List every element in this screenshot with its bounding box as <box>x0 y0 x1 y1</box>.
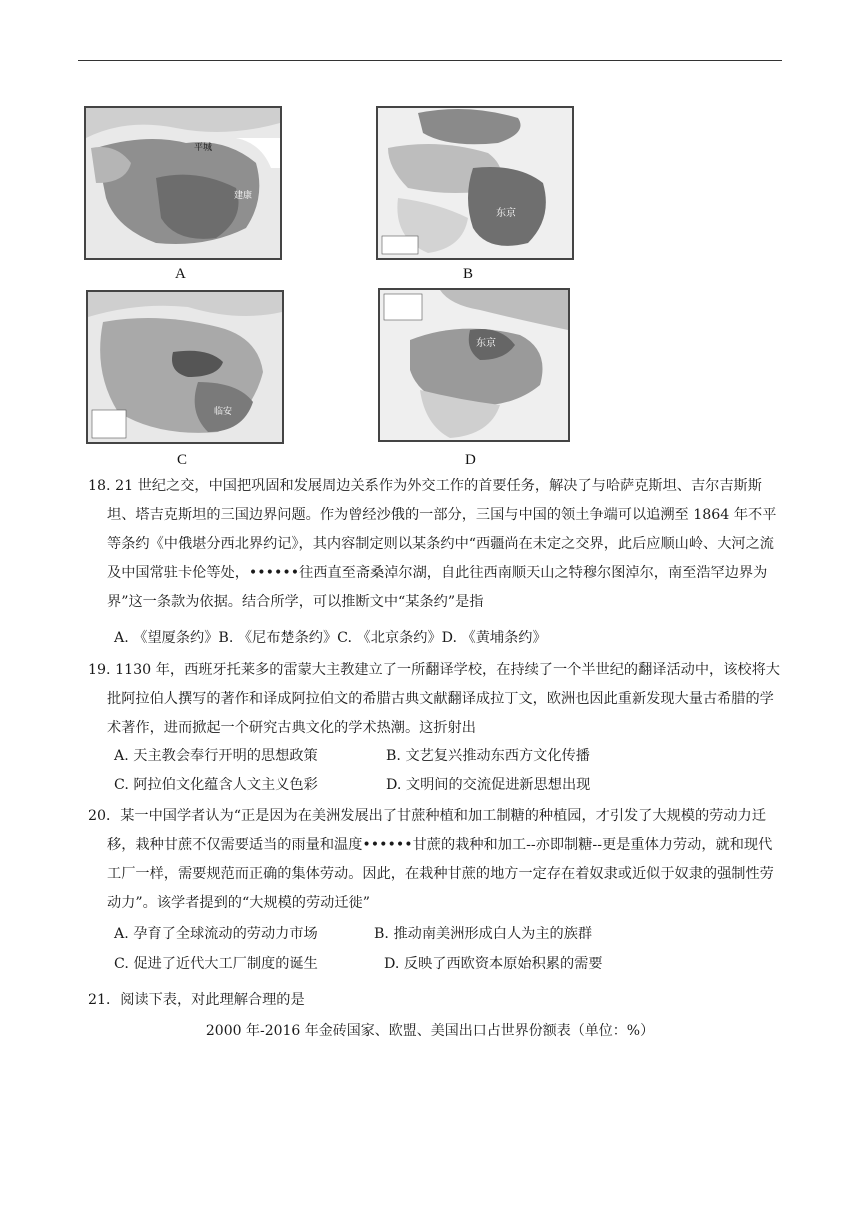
map-c-city1: 临安 <box>214 406 233 416</box>
question-20-option-c: C. 促进了近代大工厂制度的诞生 <box>114 956 318 972</box>
question-21-table-title: 2000 年-2016 年金砖国家、欧盟、美国出口占世界份额表（单位：%） <box>205 1023 655 1039</box>
question-20-text: 20．某一中国学者认为“正是因为在美洲发展出了甘蔗种植和加工制糖的种植园，才引发了大规模的劳动力迁移，栽种甘蔗不仅需要适当的雨量和温度••••••甘蔗的栽种和加工--亦即制糖--更是重体力劳动，就和现代工厂一样，需要规范而正确的集体劳动。因此，在栽种甘蔗的地方一定存在着奴隶或近似于奴隶的强制性劳动力”。该学者提到的“大规模的劳动迁徙” <box>88 808 774 911</box>
question-20-option-b: B. 推动南美洲形成白人为主的族群 <box>374 926 593 942</box>
map-a-city1: 平城 <box>194 142 213 152</box>
question-20-option-a: A. 孕育了全球流动的劳动力市场 <box>114 926 318 942</box>
map-c-graphic <box>88 292 282 442</box>
question-19-option-a: A. 天主教会奉行开明的思想政策 <box>114 748 318 764</box>
question-19-option-b: B. 文艺复兴推动东西方文化传播 <box>386 748 590 764</box>
map-c-label: C <box>177 452 188 468</box>
question-20-option-d: D. 反映了西欧资本原始积累的需要 <box>384 956 603 972</box>
question-19-option-d: D. 文明间的交流促进新思想出现 <box>386 777 591 793</box>
map-d-label: D <box>465 452 476 468</box>
question-21-text: 21．阅读下表，对此理解合理的是 <box>88 992 305 1008</box>
question-18 <box>88 472 782 617</box>
map-c <box>86 290 284 444</box>
header-rule <box>78 60 782 61</box>
map-d-city1: 东京 <box>476 338 496 349</box>
map-a-city2: 建康 <box>234 190 253 200</box>
map-b-label: B <box>463 266 474 282</box>
map-d <box>378 288 570 442</box>
question-18-options: A. 《望厦条约》B. 《尼布楚条约》C. 《北京条约》D. 《黄埔条约》 <box>114 630 547 646</box>
question-19-text: 19. 1130 年，西班牙托莱多的雷蒙大主教建立了一所翻译学校，在持续了一个半世纪的翻译活动中，该校将大批阿拉伯人撰写的著作和译成阿拉伯文的希腊古典文献翻译成拉丁文，欧洲也因此重新发现大量古希腊的学术著作，进而掀起一个研究古典文化的学术热潮。这折射出 <box>88 662 780 736</box>
question-20 <box>88 802 782 918</box>
map-b-city1: 东京 <box>496 208 516 219</box>
map-d-graphic <box>380 290 568 440</box>
question-19 <box>88 656 782 743</box>
question-18-text: 18. 21 世纪之交，中国把巩固和发展周边关系作为外交工作的首要任务，解决了与哈萨克斯坦、吉尔吉斯斯坦、塔吉克斯坦的三国边界问题。作为曾经沙俄的一部分，三国与中国的领土争端可以追溯至 1864 年不平等条约《中俄堪分西北界约记》，其内容制定则以某条约中“西疆尚在未定之交界，此后应顺山岭、大河之流及中国常驻卡伦等处，••••••往西直至斋桑淖尔湖，自此往西南顺天山之特穆尔图淖尔，南至浩罕边界为界”这一条款为依据。结合所学，可以推断文中“某条约”是指 <box>88 478 777 610</box>
question-19-option-c: C. 阿拉伯文化蕴含人文主义色彩 <box>114 777 318 793</box>
map-b <box>376 106 574 260</box>
map-b-graphic <box>378 108 572 258</box>
map-a-graphic <box>86 108 280 258</box>
map-a-label: A <box>175 266 186 282</box>
map-a <box>84 106 282 260</box>
